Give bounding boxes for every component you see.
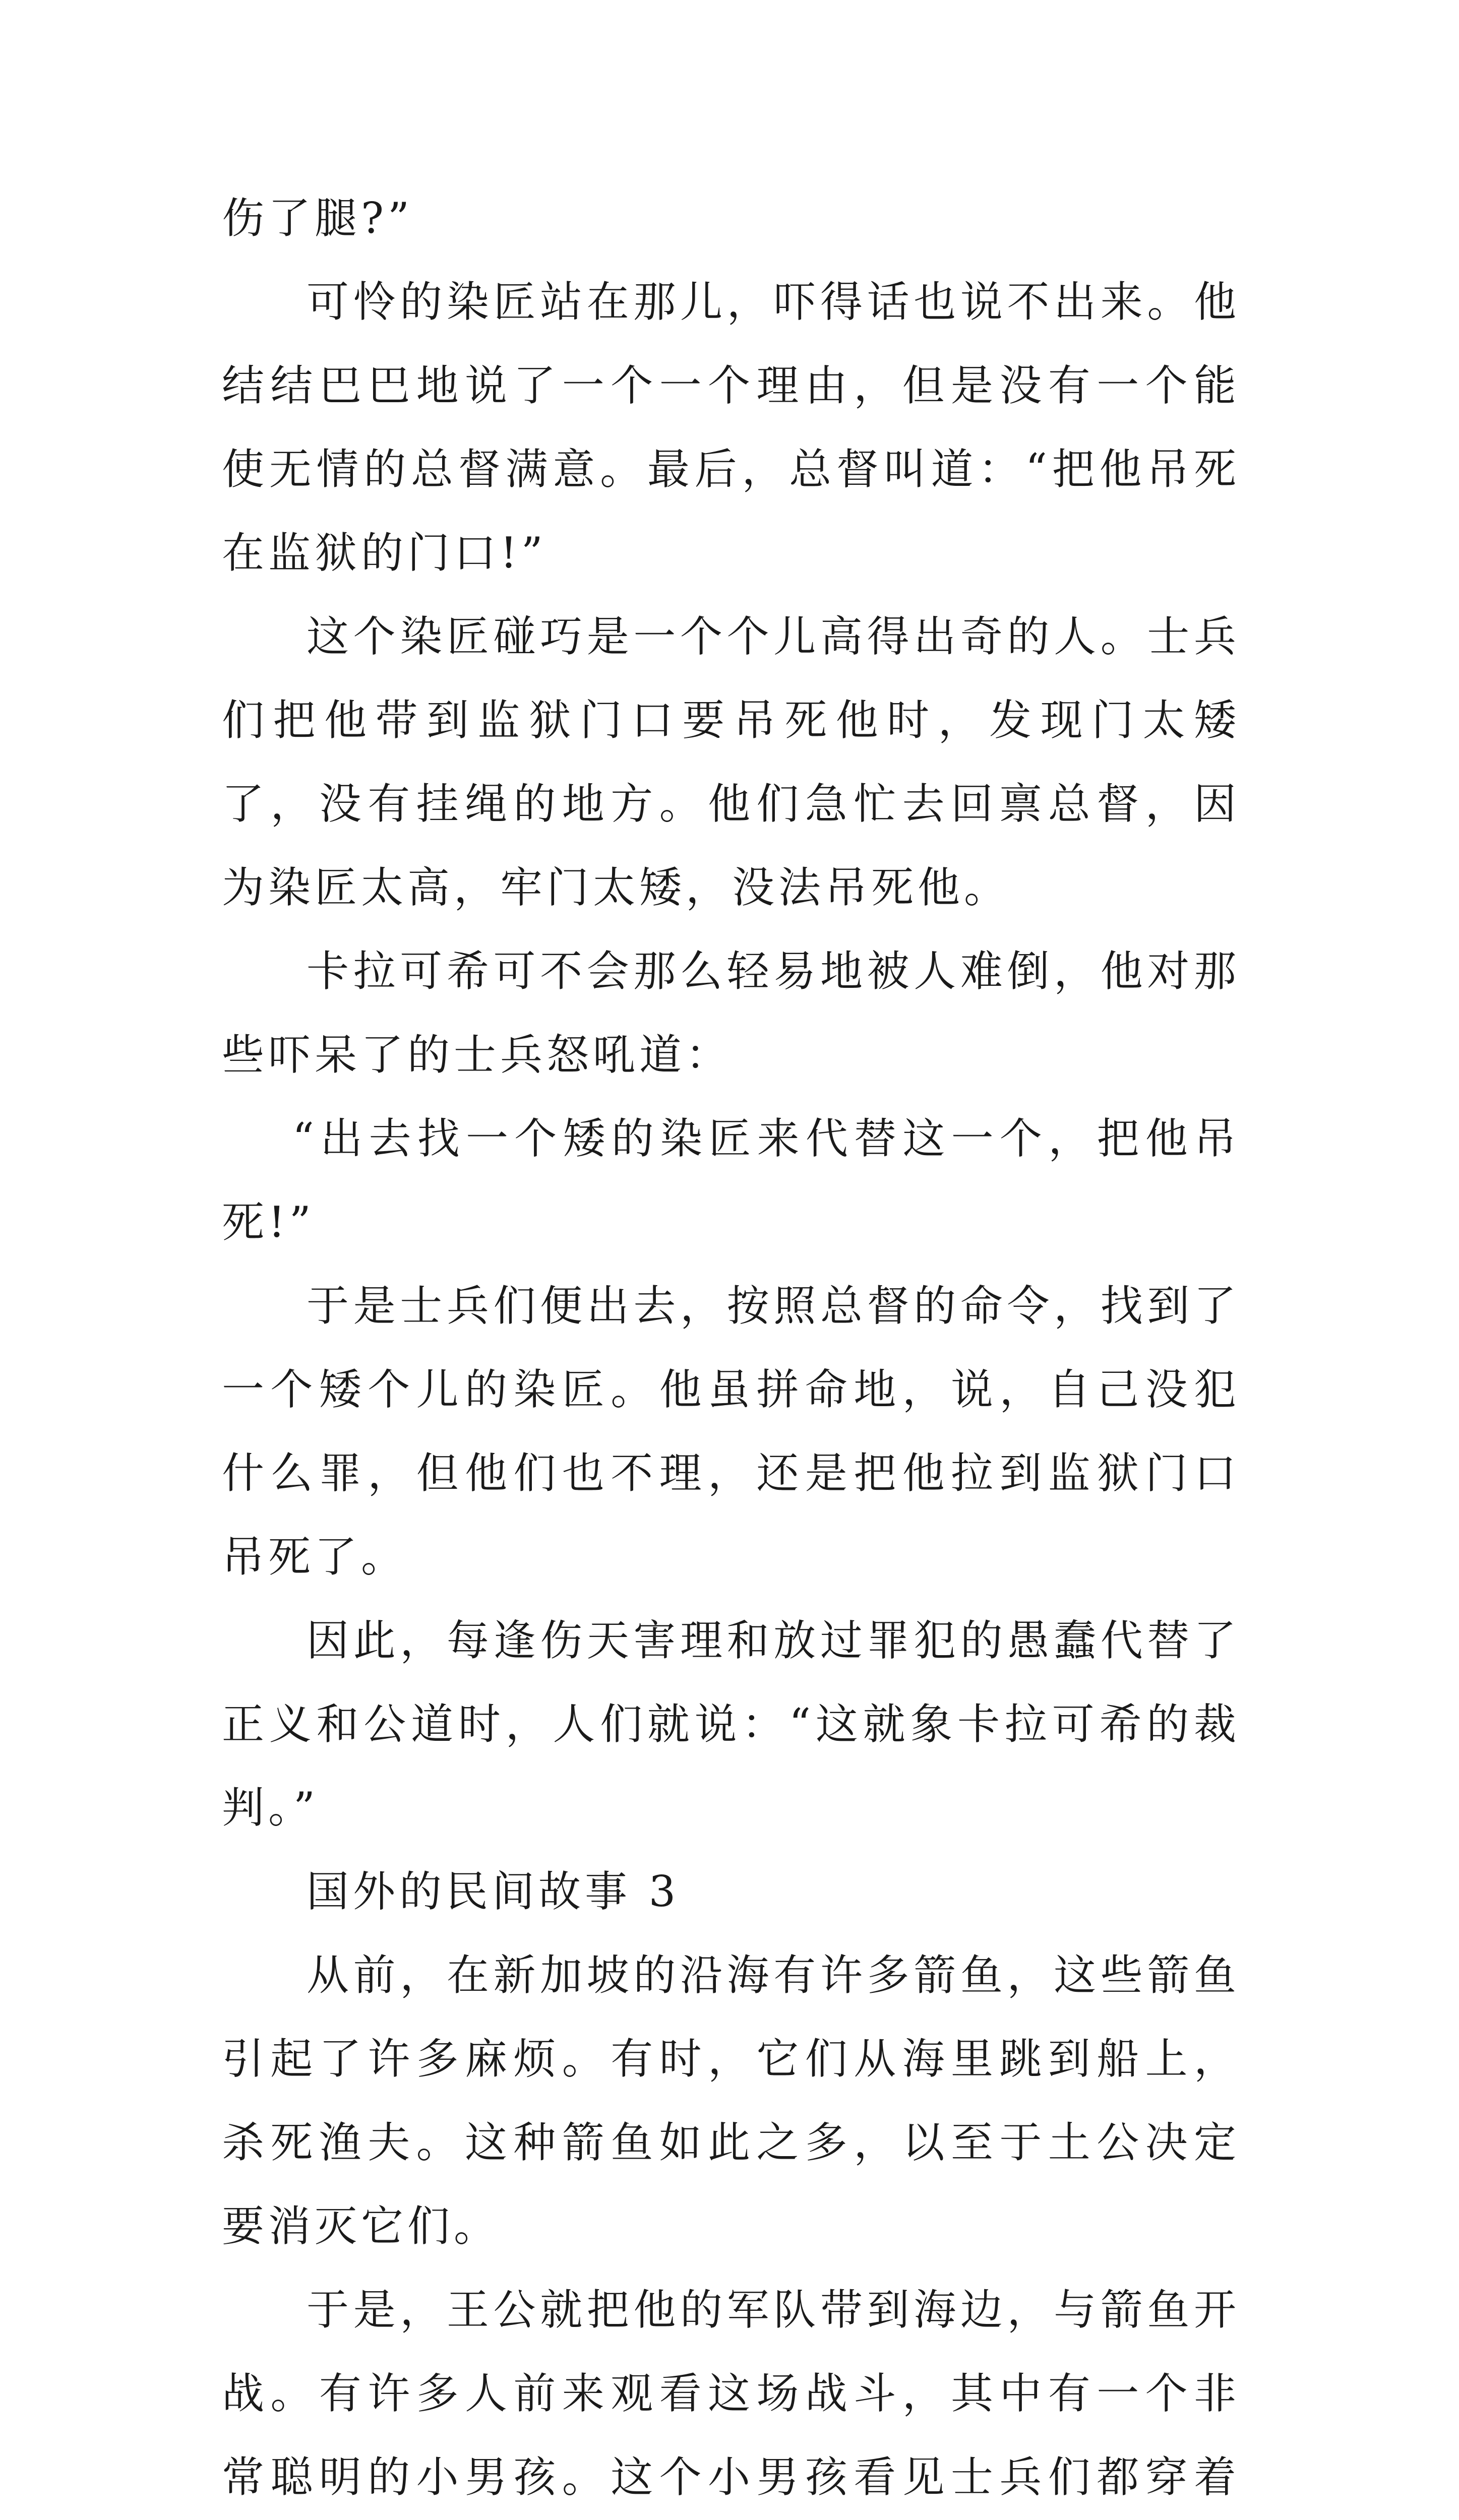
paragraph-10: 于是，王公就把他的军队带到海边，与箭鱼开战。有许多人前来观看这场战斗，其中有一个非常聪明的小男孩。这个小男孩看见士兵们都穿着	[222, 2285, 1240, 2502]
paragraph-6: 于是士兵们便出去，按照总督的命令，找到了一个矮个儿的染匠。他虽拼命地，说，自己没犯什么罪，但他们也不理，还是把他拉到监狱门口吊死了。	[222, 1281, 1240, 1582]
paragraph-7: 因此，每逢伤天害理和放过罪犯的愚蠢代替了正义和公道时，人们就说：“这就象卡拉可希的裁判。”	[222, 1616, 1240, 1833]
paragraph-1: 伤了腿?”	[222, 194, 413, 243]
paragraph-3: 这个染匠碰巧是一个个儿高得出奇的人。士兵们把他带到监狱门口要吊死他时，发现门太矮了，没有挂绳的地方。他们急忙去回禀总督，因为染匠太高，牢门太矮，没法吊死他。	[222, 612, 1240, 912]
paragraph-4: 卡拉可希可不会那么轻易地被人难倒，他对那些吓呆了的士兵怒吼道：	[222, 947, 1240, 1080]
section-heading: 国外的民间故事 3	[307, 1867, 680, 1916]
paragraph-5: “出去找一个矮的染匠来代替这一个，把他吊死!”	[222, 1114, 1240, 1247]
paragraph-9: 从前，在新加坡的沿海有许多箭鱼，这些箭鱼引起了许多麻烦。有时，它们从海里跳到船上，杀死渔夫。这种箭鱼如此之多，以至于土公决定要消灭它们。	[222, 1950, 1240, 2251]
document-body	[222, 176, 1240, 2520]
paragraph-2: 可怜的染匠站在那儿，吓得话也说不出来。他结结巴巴地说了一个一个理由，但是没有一个能使无情的总督满意。最后，总督叫道：“把他吊死在监狱的门口!”	[222, 277, 1240, 578]
